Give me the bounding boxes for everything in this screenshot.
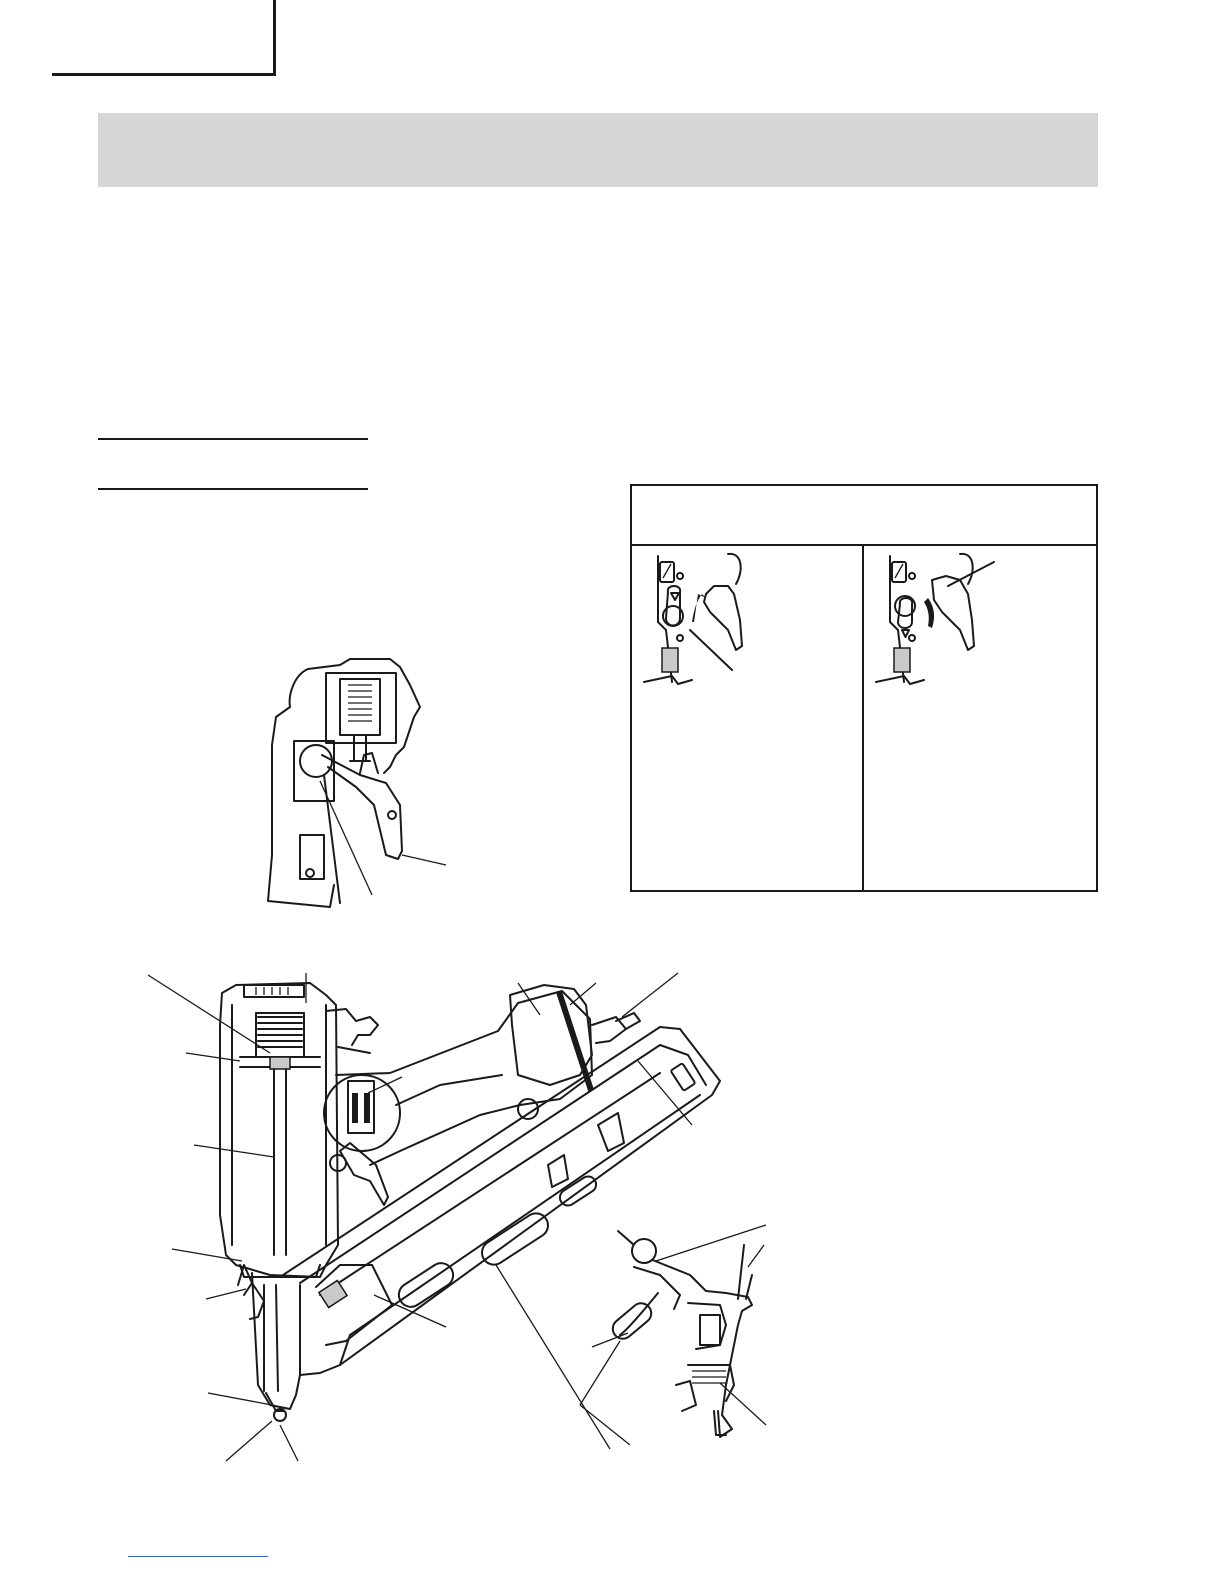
nose-detail-figure <box>570 1215 780 1445</box>
mode-table-header <box>632 486 1096 546</box>
heading-underline <box>98 488 368 490</box>
page-corner-vertical-rule <box>273 0 276 76</box>
trigger-lever-up-figure <box>632 550 858 690</box>
section-banner <box>98 113 1098 187</box>
trigger-section-figure <box>260 655 460 910</box>
footer-link-underline[interactable] <box>128 1556 268 1557</box>
mode-selector-table <box>630 484 1098 892</box>
trigger-lever-down-figure <box>864 550 1096 690</box>
heading-underline <box>98 438 368 440</box>
page-corner-horizontal-rule <box>52 73 276 76</box>
